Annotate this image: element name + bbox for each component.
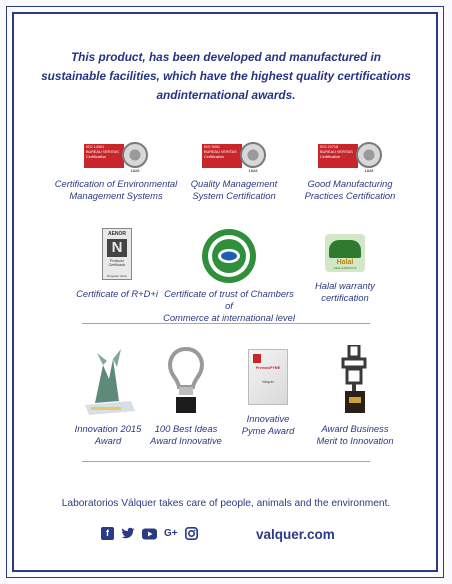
footer-tagline: Laboratorios Válquer takes care of people, animals and the environment.	[61, 498, 391, 509]
plaque-logo-icon	[253, 354, 261, 363]
cert-caption: Halal warranty certification	[315, 280, 375, 303]
chain-sculpture-trophy-icon	[335, 345, 375, 417]
bureau-veritas-seal-icon	[356, 142, 382, 168]
award-caption: 100 Best Ideas Award Innovative	[150, 423, 222, 446]
cert-gmp	[286, 140, 414, 202]
facebook-icon[interactable]: f	[101, 527, 114, 540]
chambers-trust-seal-icon	[201, 228, 257, 284]
cert-halal	[290, 228, 400, 304]
award-100-best-ideas	[140, 345, 232, 447]
award-business-merit	[300, 345, 410, 447]
aenor-logo: AENOR N Producto Certificado Proyecto I+D+i	[102, 228, 132, 280]
halal-logo: Halal Halal GARANTIA	[325, 234, 365, 272]
cert-caption: Quality Management System Certification	[190, 178, 278, 201]
award-caption: Innovative Pyme Award	[241, 413, 295, 436]
aenor-n-icon: N	[107, 239, 127, 257]
cert-environmental	[52, 140, 180, 202]
bureau-veritas-badge: ISO 9001 BUREAU VERITAS Certification 1828	[202, 140, 266, 172]
section-divider	[82, 323, 370, 324]
bureau-veritas-badge: ISO 22716 BUREAU VERITAS Certification 1828	[318, 140, 382, 172]
lightbulb-trophy-icon	[166, 345, 206, 417]
bureau-veritas-seal-icon	[240, 142, 266, 168]
intro-text: This product, has been developed and manufactured in sustainable facilities, which have the highest quality certifications andinternational awards.	[41, 50, 411, 102]
award-caption: Award Business Merit to Innovation	[316, 423, 394, 446]
cert-quality	[170, 140, 298, 202]
award-caption: Innovation 2015 Award	[74, 423, 142, 446]
halal-script-icon	[329, 240, 361, 258]
website-link[interactable]: valquer.com	[256, 527, 335, 542]
pyme-plaque: PremiosPYME Valquer	[248, 349, 288, 405]
cert-caption: Certificate of R+D+i	[76, 288, 158, 299]
instagram-icon[interactable]	[185, 527, 198, 540]
social-links	[101, 527, 198, 540]
bureau-veritas-badge: ISO 14001 BUREAU VERITAS Certification 1828	[84, 140, 148, 172]
cert-caption: Certificate of trust of Chambers of Commerce at international level	[163, 288, 295, 323]
youtube-icon[interactable]	[142, 528, 157, 540]
twitter-icon[interactable]	[121, 527, 135, 540]
cert-caption: Good Manufacturing Practices Certification	[304, 178, 396, 201]
cert-chambers	[162, 228, 296, 324]
cert-caption: Certification of Environmental Management Systems	[54, 178, 178, 201]
glass-trophy-icon	[73, 345, 143, 417]
section-divider	[82, 461, 370, 462]
bureau-veritas-seal-icon	[122, 142, 148, 168]
googleplus-icon[interactable]: G+	[164, 528, 178, 539]
cert-rdi	[62, 228, 172, 300]
